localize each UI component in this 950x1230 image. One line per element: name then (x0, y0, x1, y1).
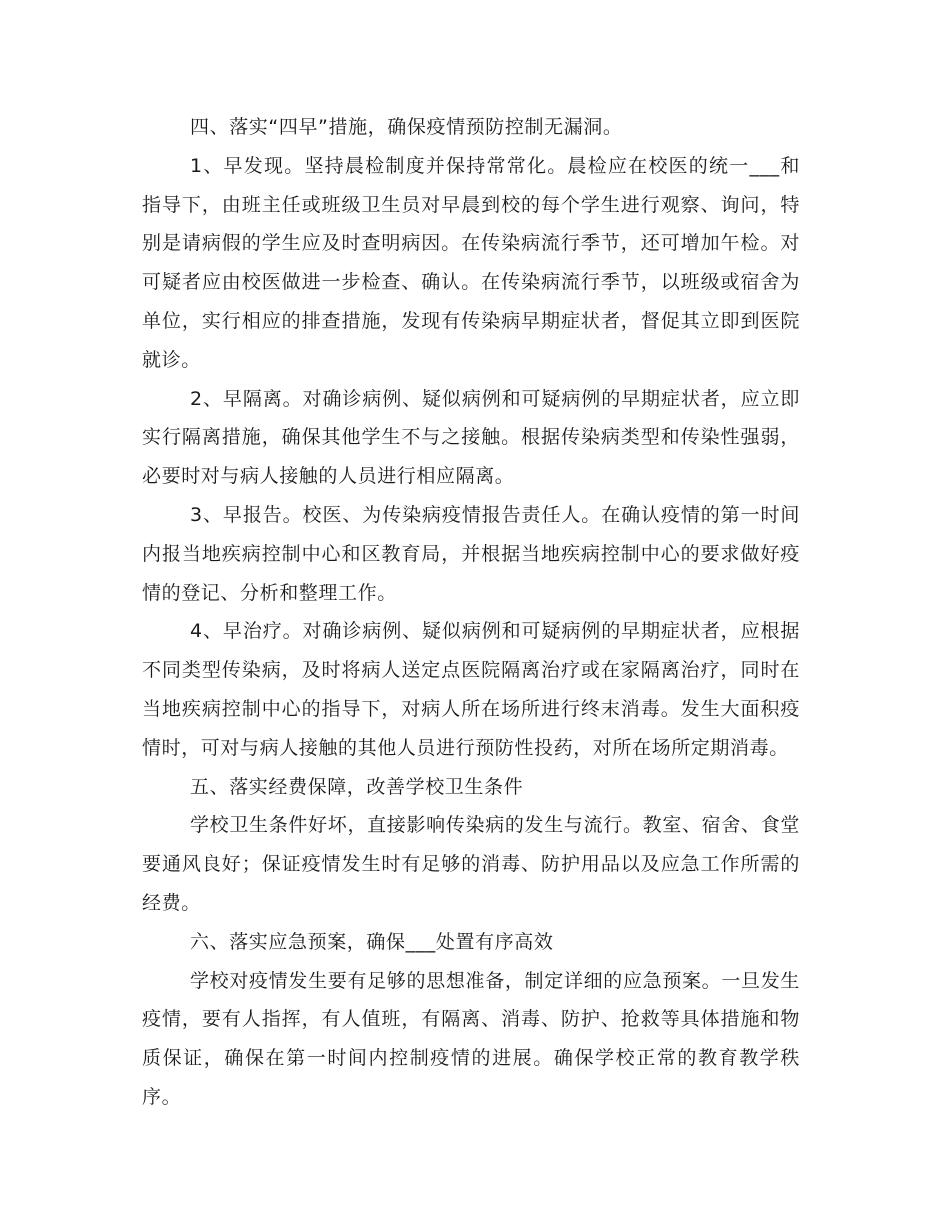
paragraph-funding: 学校卫生条件好坏，直接影响传染病的发生与流行。教室、宿舍、食堂要通风良好；保证疫情发生时有足够的消毒、防护用品以及应急工作所需的经费。 (142, 814, 800, 914)
paragraph-early-treatment: 4、早治疗。对确诊病例、疑似病例和可疑病例的早期症状者，应根据不同类型传染病，及时将病人送定点医院隔离治疗或在家隔离治疗，同时在当地疾病控制中心的指导下，对病人所在场所进行终末消毒。发生大面积疫情时，可对与病人接触的其他人员进行预防性投药，对所在场所定期消毒。 (142, 620, 800, 759)
paragraph-emergency-plan: 学校对疫情发生要有足够的思想准备，制定详细的应急预案。一旦发生疫情，要有人指挥，有人值班，有隔离、消毒、防护、抢救等具体措施和物质保证，确保在第一时间内控制疫情的进展。确保学校正常的教育教学秩序。 (142, 969, 800, 1108)
section-heading-five: 五、落实经费保障，改善学校卫生条件 (190, 775, 524, 798)
paragraph-early-report: 3、早报告。校医、为传染病疫情报告责任人。在确认疫情的第一时间内报当地疾病控制中心和区教育局，并根据当地疾病控制中心的要求做好疫情的登记、分析和整理工作。 (142, 503, 800, 604)
paragraph-early-isolation: 2、早隔离。对确诊病例、疑似病例和可疑病例的早期症状者，应立即实行隔离措施，确保其他学生不与之接触。根据传染病类型和传染性强弱，必要时对与病人接触的人员进行相应隔离。 (142, 387, 800, 488)
section-heading-six: 六、落实应急预案，确保___处置有序高效 (190, 930, 554, 953)
section-heading-four: 四、落实“四早”措施，确保疫情预防控制无漏洞。 (190, 116, 623, 138)
paragraph-early-detection: 1、早发现。坚持晨检制度并保持常常化。晨检应在校医的统一___和指导下，由班主任或班级卫生员对早晨到校的每个学生进行观察、询问，特别是请病假的学生应及时查明病因。在传染病流行季节，还可增加午检。对可疑者应由校医做进一步检查、确认。在传染病流行季节，以班级或宿舍为单位，实行相应的排查措施，发现有传染病早期症状者，督促其立即到医院就诊。 (142, 154, 800, 371)
